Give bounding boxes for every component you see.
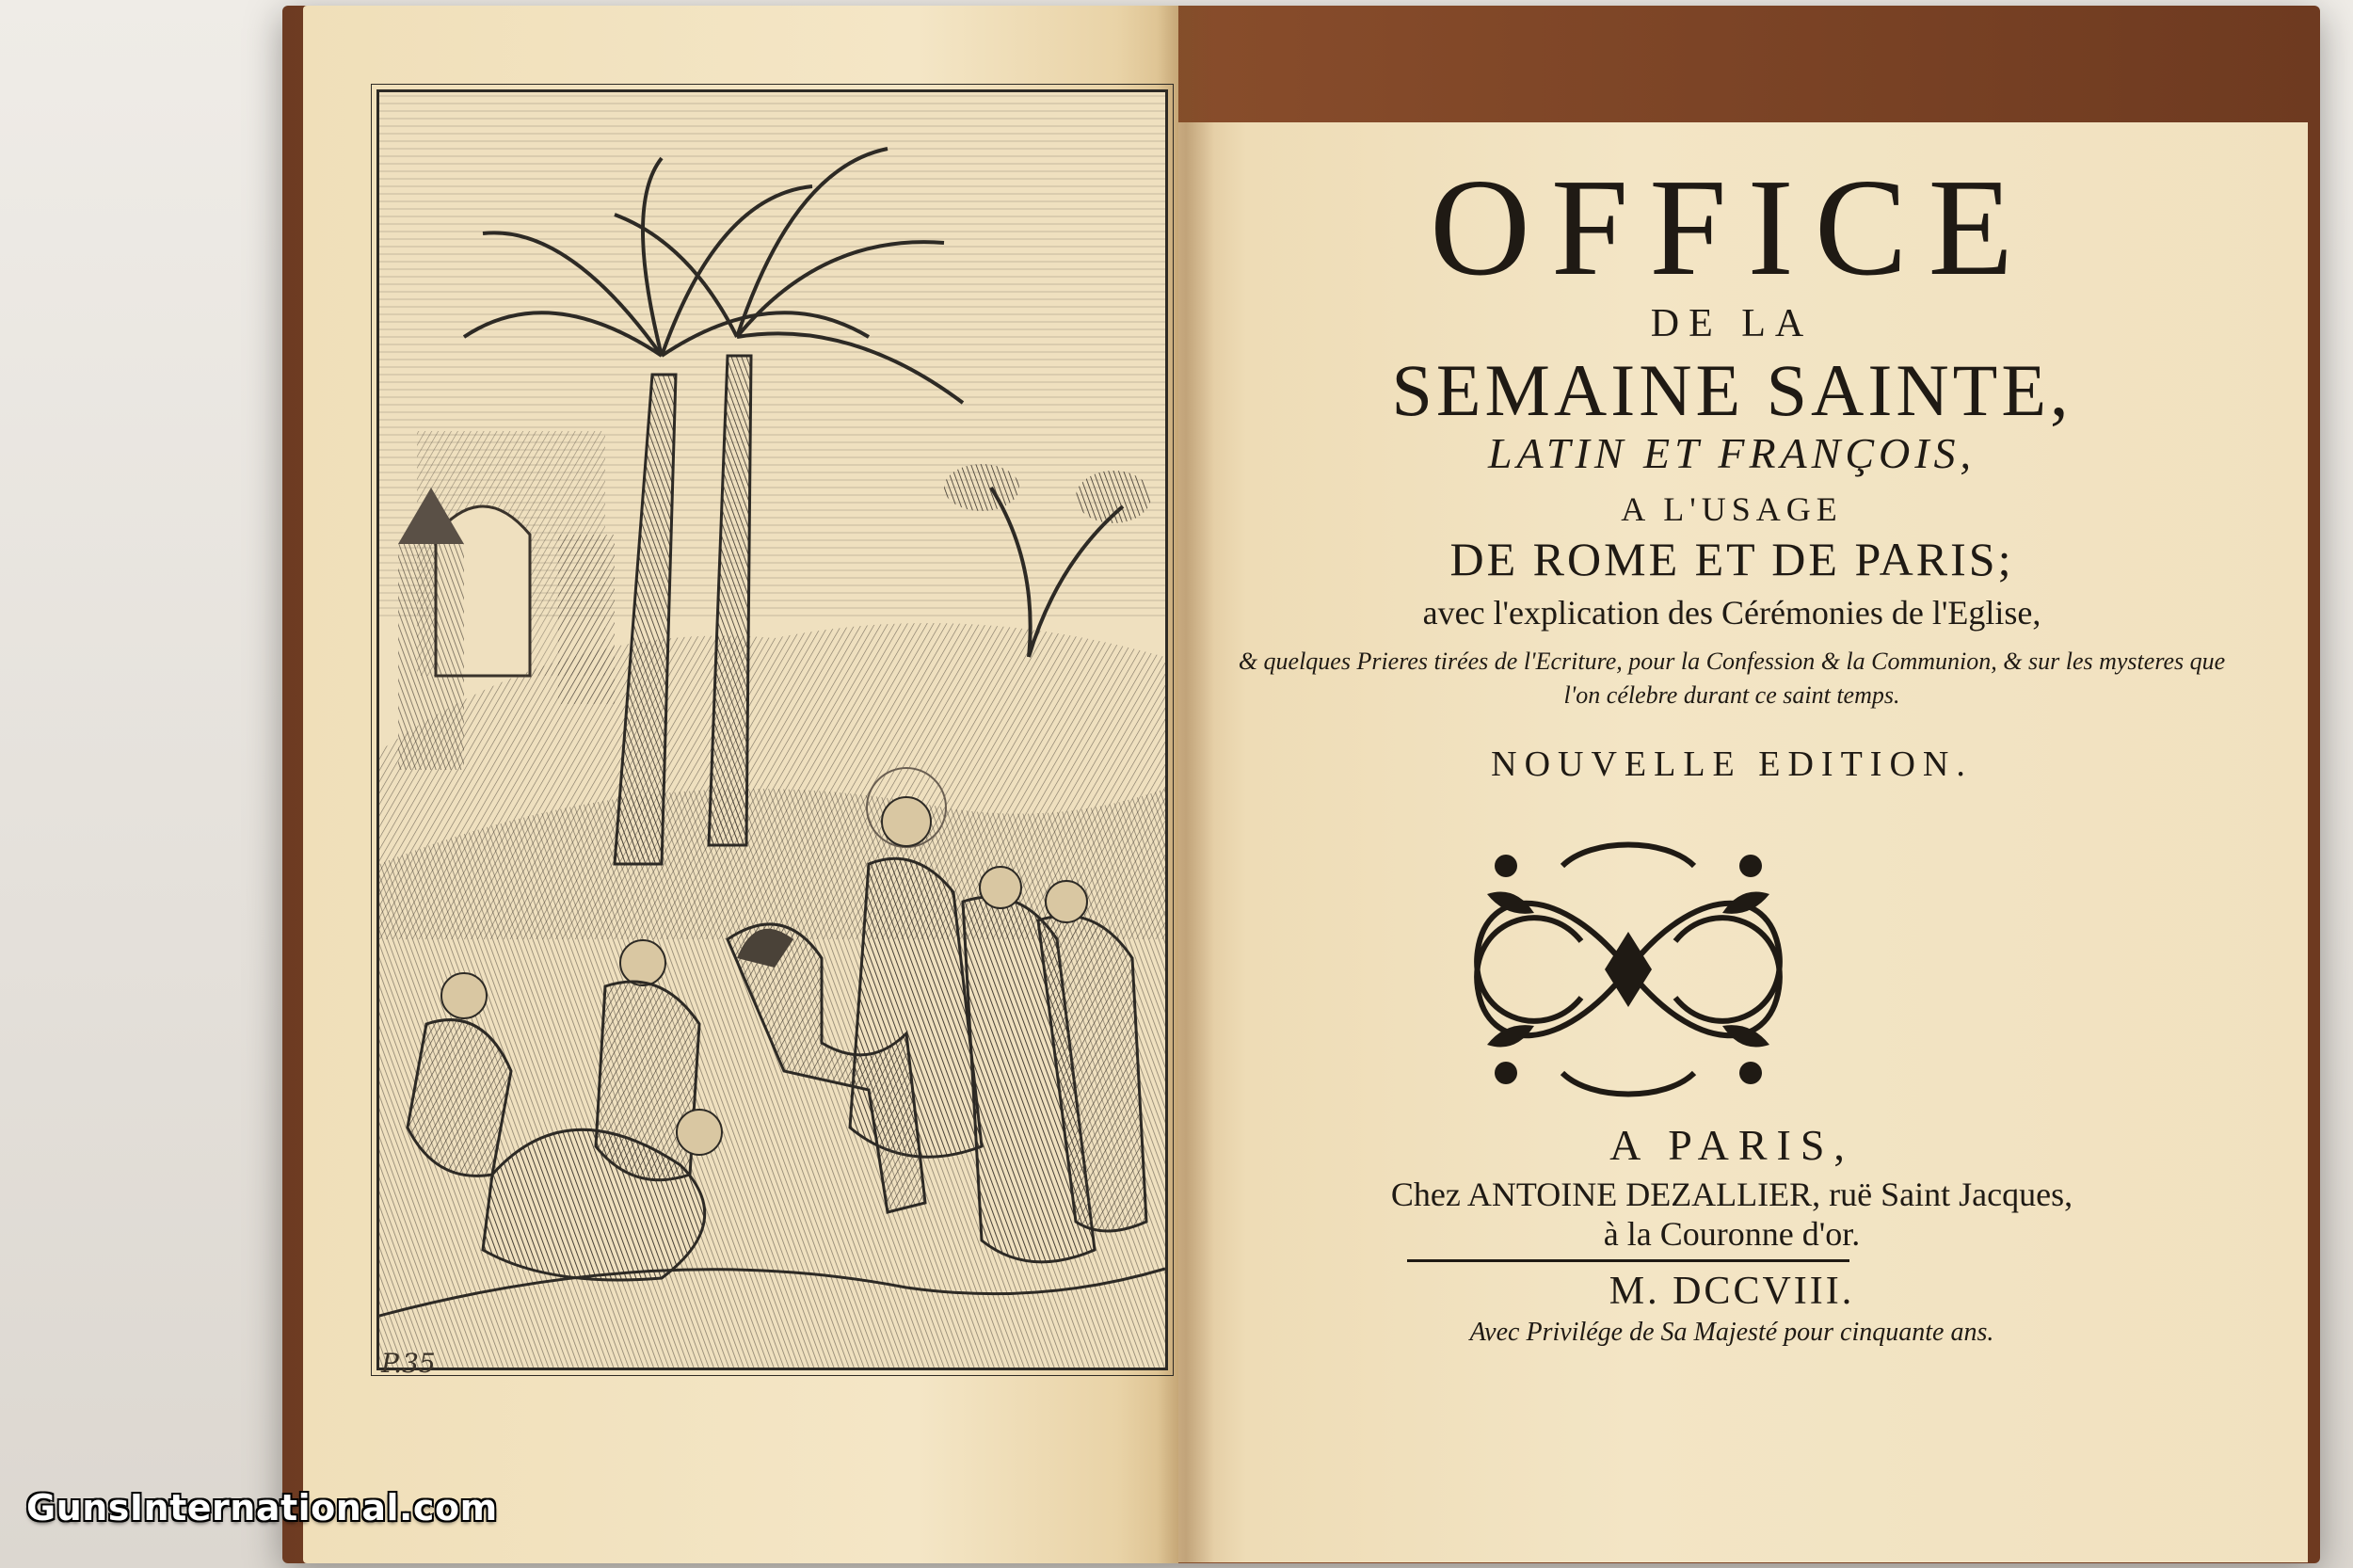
- imprint-privilege: Avec Privilége de Sa Majesté pour cinquante ans.: [1469, 1318, 1994, 1347]
- imprint-date: M. DCCVIII.: [1609, 1270, 1855, 1313]
- imprint-sign: à la Couronne d'or.: [1603, 1215, 1861, 1253]
- imprint-rule: [1407, 1259, 1849, 1262]
- title-semaine-sainte: SEMAINE SAINTE,: [1391, 349, 2073, 431]
- title-usage: A L'USAGE: [1621, 490, 1843, 528]
- title-de-la: DE LA: [1650, 302, 1814, 345]
- title-latin-francois: LATIN ET FRANÇOIS,: [1487, 429, 1977, 477]
- frontispiece-engraving: [376, 89, 1168, 1370]
- title-prieres: & quelques Prieres tirées de l'Ecriture, pour la Confession & la Communion, & sur les mysteres que l'on célebre durant ce saint temps.: [1238, 648, 2226, 709]
- site-watermark: GunsInternational.com: [26, 1487, 498, 1528]
- title-explication: avec l'explication des Cérémonies de l'Eglise,: [1422, 594, 2041, 632]
- title-edition: NOUVELLE EDITION.: [1491, 744, 1973, 784]
- imprint-publisher: Chez ANTOINE DEZALLIER, ruë Saint Jacques,: [1390, 1176, 2073, 1213]
- title-rome-paris: DE ROME ET DE PARIS;: [1449, 533, 2014, 585]
- imprint-place: A PARIS,: [1609, 1121, 1854, 1169]
- title-office: OFFICE: [1430, 151, 2034, 305]
- printers-ornament-icon: [1449, 828, 1807, 1111]
- plate-number: P.35: [381, 1348, 436, 1379]
- palm-sunday-engraving-icon: [379, 92, 1165, 1368]
